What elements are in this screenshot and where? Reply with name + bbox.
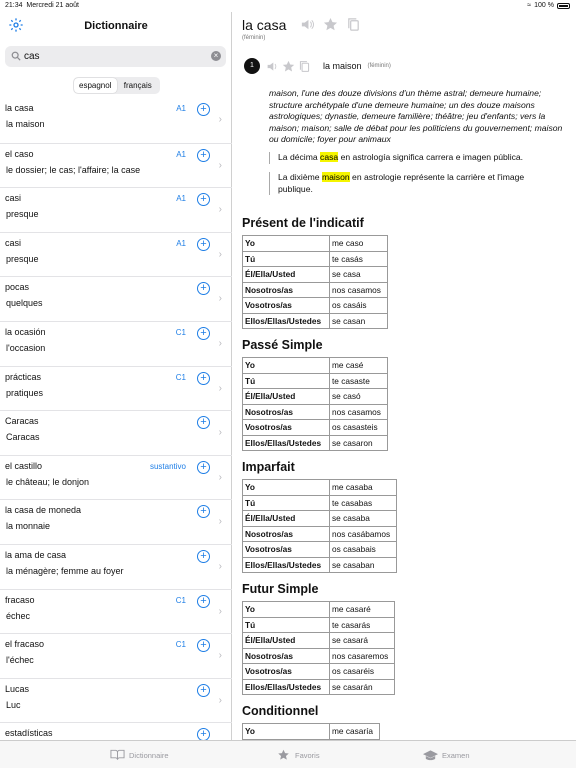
search-icon bbox=[11, 51, 21, 61]
list-item-level: C1 bbox=[175, 372, 186, 382]
table-row bbox=[243, 542, 397, 558]
tense-heading: Imparfait bbox=[242, 460, 295, 474]
table-row bbox=[243, 664, 395, 680]
table-row bbox=[243, 679, 395, 695]
list-item-level: A1 bbox=[176, 194, 186, 204]
table-row bbox=[243, 602, 395, 618]
pronoun-cell: Nosotros/as bbox=[243, 648, 330, 664]
verb-form-cell: te casás bbox=[330, 251, 388, 267]
pronoun-cell: Yo bbox=[243, 724, 330, 740]
list-item[interactable] bbox=[0, 499, 232, 544]
table-row bbox=[243, 298, 388, 314]
verb-form-cell: nos casamos bbox=[330, 404, 388, 420]
star-icon[interactable] bbox=[282, 60, 295, 73]
add-icon[interactable]: + bbox=[197, 282, 210, 295]
chevron-right-icon: › bbox=[218, 382, 222, 394]
verb-form-cell: se casan bbox=[330, 313, 388, 329]
list-item-translation: pratiques bbox=[6, 387, 44, 398]
verb-form-cell: me casaría bbox=[330, 724, 380, 740]
pronoun-cell: Ellos/Ellas/Ustedes bbox=[243, 679, 330, 695]
chevron-right-icon: › bbox=[218, 471, 222, 483]
detail-pane bbox=[233, 12, 576, 740]
sense-gender: (féminin) bbox=[367, 63, 391, 69]
tense-heading: Futur Simple bbox=[242, 582, 319, 596]
pronoun-cell: Vosotros/as bbox=[243, 420, 330, 436]
add-icon[interactable]: + bbox=[197, 461, 210, 474]
table-row bbox=[243, 282, 388, 298]
pronoun-cell: Yo bbox=[243, 480, 330, 496]
chevron-right-icon: › bbox=[218, 427, 222, 439]
list-item-word: la ocasión bbox=[5, 326, 46, 337]
verb-form-cell: se casaban bbox=[330, 557, 397, 573]
table-row bbox=[243, 251, 388, 267]
conjugation-table bbox=[242, 601, 395, 695]
add-icon[interactable]: + bbox=[197, 193, 210, 206]
example-highlight: maison bbox=[321, 172, 350, 182]
pronoun-cell: Nosotros/as bbox=[243, 404, 330, 420]
conjugation-section bbox=[242, 704, 380, 740]
verb-form-cell: nos casaremos bbox=[330, 648, 395, 664]
tab-label: Dictionnaire bbox=[129, 750, 169, 760]
list-item-translation: la ménagère; femme au foyer bbox=[6, 565, 124, 576]
wifi-icon: ≈ bbox=[527, 2, 532, 9]
chevron-right-icon: › bbox=[218, 159, 222, 171]
search-field[interactable] bbox=[5, 46, 226, 67]
list-item[interactable] bbox=[0, 187, 232, 232]
battery-label: 100 % bbox=[534, 2, 554, 9]
copy-icon[interactable] bbox=[298, 60, 311, 73]
add-icon[interactable]: + bbox=[197, 372, 210, 385]
list-item-word: casi bbox=[5, 237, 22, 248]
list-item[interactable] bbox=[0, 232, 232, 277]
sense-actions bbox=[266, 60, 311, 73]
pronoun-cell: Nosotros/as bbox=[243, 282, 330, 298]
list-item-translation: presque bbox=[6, 253, 39, 264]
speaker-icon[interactable] bbox=[266, 60, 279, 73]
list-item-level: C1 bbox=[175, 595, 186, 605]
add-icon[interactable]: + bbox=[197, 238, 210, 251]
conjugation-section bbox=[242, 582, 395, 695]
table-row bbox=[243, 495, 397, 511]
copy-icon[interactable] bbox=[346, 17, 361, 32]
add-icon[interactable]: + bbox=[197, 103, 210, 116]
tab-label: Favoris bbox=[295, 750, 320, 760]
date: Mercredi 21 août bbox=[26, 2, 79, 9]
list-item-translation: l'échec bbox=[6, 655, 34, 666]
table-row bbox=[243, 404, 388, 420]
list-item-translation: le château; le donjon bbox=[6, 476, 90, 487]
clear-icon[interactable]: × bbox=[211, 51, 221, 61]
verb-form-cell: os casabais bbox=[330, 542, 397, 558]
add-icon[interactable]: + bbox=[197, 416, 210, 429]
pronoun-cell: Él/Ella/Usted bbox=[243, 633, 330, 649]
pronoun-cell: Vosotros/as bbox=[243, 542, 330, 558]
table-row bbox=[243, 526, 397, 542]
list-item[interactable] bbox=[0, 98, 232, 143]
tense-heading: Conditionnel bbox=[242, 704, 319, 718]
star-icon bbox=[276, 749, 291, 761]
word-list bbox=[0, 98, 232, 767]
list-item[interactable] bbox=[0, 455, 232, 500]
verb-form-cell: se casó bbox=[330, 389, 388, 405]
entry-actions bbox=[300, 17, 361, 32]
list-item[interactable] bbox=[0, 544, 232, 589]
example-highlight: casa bbox=[320, 152, 339, 162]
table-row bbox=[243, 373, 388, 389]
verb-form-cell: se casará bbox=[330, 633, 395, 649]
sense-translation: la maison bbox=[323, 61, 362, 71]
list-item-word: la ama de casa bbox=[5, 549, 67, 560]
verb-form-cell: se casaron bbox=[330, 435, 388, 451]
status-time bbox=[5, 2, 79, 9]
example-french bbox=[269, 172, 539, 195]
example-text: en astrologie représente la carrière et l'image publique. bbox=[278, 172, 525, 194]
add-icon[interactable]: + bbox=[197, 684, 210, 697]
pronoun-cell: Nosotros/as bbox=[243, 526, 330, 542]
verb-form-cell: se casa bbox=[330, 267, 388, 283]
table-row bbox=[243, 313, 388, 329]
pronoun-cell: Él/Ella/Usted bbox=[243, 267, 330, 283]
list-item[interactable] bbox=[0, 589, 232, 634]
verb-form-cell: me caso bbox=[330, 236, 388, 252]
list-item-word: prácticas bbox=[5, 371, 42, 382]
pronoun-cell: Tú bbox=[243, 251, 330, 267]
add-icon[interactable]: + bbox=[197, 505, 210, 518]
verb-form-cell: se casarán bbox=[330, 679, 395, 695]
segment-spanish[interactable]: espagnol bbox=[74, 78, 117, 93]
verb-form-cell: os casáis bbox=[330, 298, 388, 314]
tab-favorites[interactable] bbox=[276, 749, 320, 761]
list-item[interactable] bbox=[0, 276, 232, 321]
example-spanish bbox=[269, 152, 539, 164]
list-item-word: el castillo bbox=[5, 460, 43, 471]
pronoun-cell: Ellos/Ellas/Ustedes bbox=[243, 435, 330, 451]
synonyms-text: maison, l'une des douze divisions d'un thème astral; demeure humaine; structure archétypale d'une demeure humaine; un des douze maisons astrologiques; dynastie, demeure familière; théâtre; jeu d'enfants; vers la maison; maison; salle de débat pour les politiciens du gouvernement; maison ou domicile; foyer pour animaux bbox=[269, 88, 563, 144]
chevron-right-icon: › bbox=[218, 248, 222, 260]
pronoun-cell: Él/Ella/Usted bbox=[243, 389, 330, 405]
add-icon[interactable]: + bbox=[197, 595, 210, 608]
list-item-word: pocas bbox=[5, 282, 30, 293]
table-row bbox=[243, 633, 395, 649]
table-row bbox=[243, 557, 397, 573]
verb-form-cell: me casé bbox=[330, 358, 388, 374]
list-item-word: la casa de moneda bbox=[5, 505, 82, 516]
table-row bbox=[243, 389, 388, 405]
add-icon[interactable]: + bbox=[197, 728, 210, 741]
graduation-cap-icon bbox=[423, 749, 438, 761]
status-bar bbox=[0, 0, 576, 12]
list-item-translation: Luc bbox=[6, 699, 21, 710]
table-row bbox=[243, 724, 380, 740]
entry-gender: (féminin) bbox=[242, 35, 266, 41]
table-row bbox=[243, 511, 397, 527]
table-row bbox=[243, 267, 388, 283]
add-icon[interactable]: + bbox=[197, 149, 210, 162]
sidebar-title: Dictionnaire bbox=[84, 20, 148, 32]
verb-form-cell: os casasteis bbox=[330, 420, 388, 436]
table-row bbox=[243, 480, 397, 496]
list-item-level: C1 bbox=[175, 327, 186, 337]
list-item-translation: la maison bbox=[6, 119, 45, 129]
verb-form-cell: me casaré bbox=[330, 602, 395, 618]
chevron-right-icon: › bbox=[218, 605, 222, 617]
battery-icon bbox=[557, 3, 570, 9]
pronoun-cell: Vosotros/as bbox=[243, 664, 330, 680]
verb-form-cell: se casaba bbox=[330, 511, 397, 527]
table-row bbox=[243, 435, 388, 451]
add-icon[interactable]: + bbox=[197, 639, 210, 652]
example-text: La dixième bbox=[278, 172, 322, 182]
list-item-level: A1 bbox=[176, 104, 186, 113]
chevron-right-icon: › bbox=[218, 204, 222, 216]
segment-french[interactable]: français bbox=[123, 81, 152, 90]
list-item-translation: échec bbox=[6, 610, 31, 621]
list-item-word: Caracas bbox=[5, 416, 39, 427]
list-item-word: fracaso bbox=[5, 594, 35, 605]
list-item-level: A1 bbox=[176, 238, 186, 248]
list-item-level: A1 bbox=[176, 149, 186, 159]
list-item-translation: Caracas bbox=[6, 432, 40, 443]
tab-exam[interactable] bbox=[423, 749, 470, 761]
star-icon[interactable] bbox=[323, 17, 338, 32]
chevron-right-icon: › bbox=[218, 694, 222, 706]
list-item[interactable] bbox=[0, 410, 232, 455]
conjugation-table bbox=[242, 235, 388, 329]
chevron-right-icon: › bbox=[218, 337, 222, 349]
pronoun-cell: Vosotros/as bbox=[243, 298, 330, 314]
tab-dictionary[interactable] bbox=[110, 749, 169, 761]
entry-title: la casa bbox=[242, 17, 287, 33]
pronoun-cell: Tú bbox=[243, 617, 330, 633]
list-item[interactable] bbox=[0, 678, 232, 723]
verb-form-cell: nos casamos bbox=[330, 282, 388, 298]
conjugation-table bbox=[242, 357, 388, 451]
list-item-translation: quelques bbox=[6, 298, 43, 309]
list-item-word: estadísticas bbox=[5, 728, 53, 739]
pronoun-cell: Él/Ella/Usted bbox=[243, 511, 330, 527]
sense-number: 1 bbox=[244, 58, 260, 74]
chevron-right-icon: › bbox=[218, 293, 222, 305]
tab-bar bbox=[0, 740, 576, 768]
list-item-word: el fracaso bbox=[5, 639, 45, 650]
tab-label: Examen bbox=[442, 750, 470, 760]
status-right bbox=[527, 2, 570, 9]
pronoun-cell: Yo bbox=[243, 358, 330, 374]
sense-row bbox=[244, 58, 391, 74]
add-icon[interactable]: + bbox=[197, 327, 210, 340]
tense-heading: Passé Simple bbox=[242, 338, 323, 352]
chevron-right-icon: › bbox=[218, 560, 222, 572]
list-item-word: la casa bbox=[5, 103, 34, 113]
pronoun-cell: Yo bbox=[243, 236, 330, 252]
add-icon[interactable]: + bbox=[197, 550, 210, 563]
conjugation-section bbox=[242, 338, 388, 451]
sidebar bbox=[0, 12, 232, 740]
list-item-level: C1 bbox=[175, 640, 186, 650]
table-row bbox=[243, 236, 388, 252]
example-text: La décima bbox=[278, 152, 321, 162]
time: 21:34 bbox=[5, 2, 23, 9]
list-item-word: Lucas bbox=[5, 683, 30, 694]
language-segmented-control bbox=[73, 77, 160, 94]
sidebar-header bbox=[0, 12, 231, 42]
pronoun-cell: Ellos/Ellas/Ustedes bbox=[243, 313, 330, 329]
list-item[interactable] bbox=[0, 143, 232, 188]
chevron-right-icon: › bbox=[218, 650, 222, 662]
list-item-translation: presque bbox=[6, 209, 39, 220]
chevron-right-icon: › bbox=[218, 516, 222, 528]
example-text: en astrología significa carrera e imagen pública. bbox=[338, 152, 524, 162]
verb-form-cell: nos casábamos bbox=[330, 526, 397, 542]
table-row bbox=[243, 420, 388, 436]
list-item-translation: l'occasion bbox=[6, 342, 46, 353]
list-item-translation: la monnaie bbox=[6, 521, 51, 532]
list-item[interactable] bbox=[0, 366, 232, 411]
verb-form-cell: te casabas bbox=[330, 495, 397, 511]
verb-form-cell: os casaréis bbox=[330, 664, 395, 680]
list-item[interactable] bbox=[0, 321, 232, 366]
table-row bbox=[243, 358, 388, 374]
chevron-right-icon: › bbox=[218, 114, 222, 125]
conjugation-table bbox=[242, 723, 380, 740]
verb-form-cell: te casaste bbox=[330, 373, 388, 389]
speaker-icon[interactable] bbox=[300, 17, 315, 32]
pronoun-cell: Ellos/Ellas/Ustedes bbox=[243, 557, 330, 573]
pronoun-cell: Tú bbox=[243, 495, 330, 511]
list-item-translation: le dossier; le cas; l'affaire; la case bbox=[6, 164, 141, 175]
list-item-level: sustantivo bbox=[149, 461, 186, 471]
list-item[interactable] bbox=[0, 633, 232, 678]
pronoun-cell: Yo bbox=[243, 602, 330, 618]
pronoun-cell: Tú bbox=[243, 373, 330, 389]
list-item-word: casi bbox=[5, 193, 22, 204]
book-icon bbox=[110, 749, 125, 761]
verb-form-cell: te casarás bbox=[330, 617, 395, 633]
list-item-word: el caso bbox=[5, 148, 34, 159]
verb-form-cell: me casaba bbox=[330, 480, 397, 496]
conjugation-section bbox=[242, 460, 397, 573]
conjugation-table bbox=[242, 479, 397, 573]
table-row bbox=[243, 648, 395, 664]
conjugation-section bbox=[242, 216, 388, 329]
table-row bbox=[243, 617, 395, 633]
search-input[interactable]: cas bbox=[24, 51, 40, 62]
tense-heading: Présent de l'indicatif bbox=[242, 216, 364, 230]
